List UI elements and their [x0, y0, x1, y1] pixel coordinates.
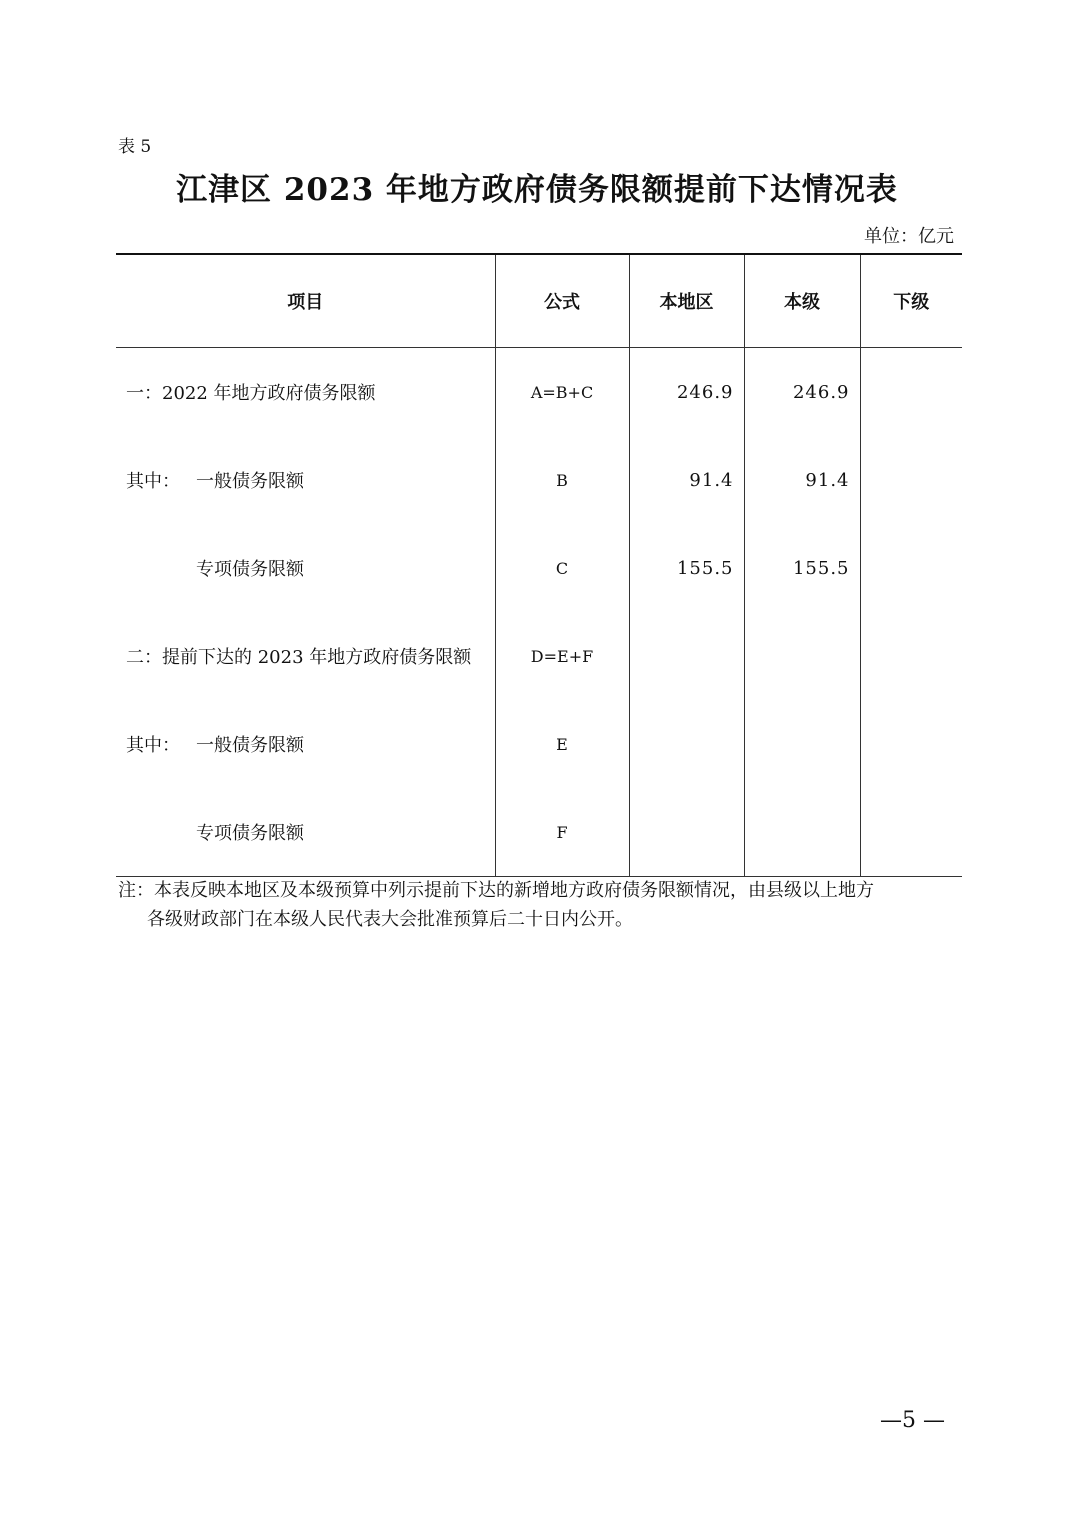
row-label-text: 一般债务限额 [196, 735, 304, 756]
row-local-value: 155.5 [629, 524, 744, 612]
row-local-value [629, 700, 744, 788]
row-label-prefix: 其中： [126, 735, 180, 756]
table-row [116, 700, 962, 788]
page-title: 江津区 2023 年地方政府债务限额提前下达情况表 [176, 172, 898, 208]
row-label-text: 专项债务限额 [196, 559, 304, 580]
row-own-level-value [744, 612, 860, 700]
row-formula: D=E+F [495, 612, 629, 700]
row-lower-level-value [860, 524, 962, 612]
table-row [116, 348, 962, 437]
table-row [116, 788, 962, 877]
row-formula: B [495, 436, 629, 524]
table-row [116, 524, 962, 612]
row-own-level-value: 246.9 [744, 348, 860, 437]
row-lower-level-value [860, 700, 962, 788]
table-row [116, 612, 962, 700]
row-lower-level-value [860, 612, 962, 700]
table-row [116, 436, 962, 524]
row-label-text: 一般债务限额 [196, 471, 304, 492]
row-own-level-value [744, 788, 860, 877]
row-local-value [629, 612, 744, 700]
table-header-row [116, 254, 962, 348]
column-header-own-level: 本级 [744, 254, 860, 348]
table-note [118, 876, 962, 934]
note-line-2: 各级财政部门在本级人民代表大会批准预算后二十日内公开。 [147, 909, 633, 930]
row-label [116, 348, 495, 437]
row-local-value [629, 788, 744, 877]
row-label [116, 612, 495, 700]
row-lower-level-value [860, 436, 962, 524]
row-label-prefix: 其中： [126, 471, 180, 492]
row-own-level-value: 155.5 [744, 524, 860, 612]
row-local-value: 91.4 [629, 436, 744, 524]
row-label [116, 524, 495, 612]
column-header-lower-level: 下级 [860, 254, 962, 348]
row-label [116, 436, 495, 524]
row-label-text: 一：2022 年地方政府债务限额 [126, 383, 376, 404]
unit-label: 单位：亿元 [864, 226, 954, 247]
row-formula: E [495, 700, 629, 788]
column-header-local: 本地区 [629, 254, 744, 348]
row-formula: A=B+C [495, 348, 629, 437]
row-label [116, 700, 495, 788]
row-formula: F [495, 788, 629, 877]
row-lower-level-value [860, 788, 962, 877]
debt-limit-table [116, 253, 962, 877]
row-formula: C [495, 524, 629, 612]
column-header-formula: 公式 [495, 254, 629, 348]
row-label-text: 专项债务限额 [196, 823, 304, 844]
row-own-level-value: 91.4 [744, 436, 860, 524]
row-lower-level-value [860, 348, 962, 437]
page-number: —5 — [880, 1408, 945, 1433]
row-local-value: 246.9 [629, 348, 744, 437]
table-number: 表 5 [118, 137, 152, 157]
row-label [116, 788, 495, 877]
column-header-item: 项目 [116, 254, 495, 348]
note-line-1: 注：本表反映本地区及本级预算中列示提前下达的新增地方政府债务限额情况，由县级以上地方 [118, 880, 874, 901]
row-own-level-value [744, 700, 860, 788]
row-label-text: 二：提前下达的 2023 年地方政府债务限额 [126, 647, 472, 668]
